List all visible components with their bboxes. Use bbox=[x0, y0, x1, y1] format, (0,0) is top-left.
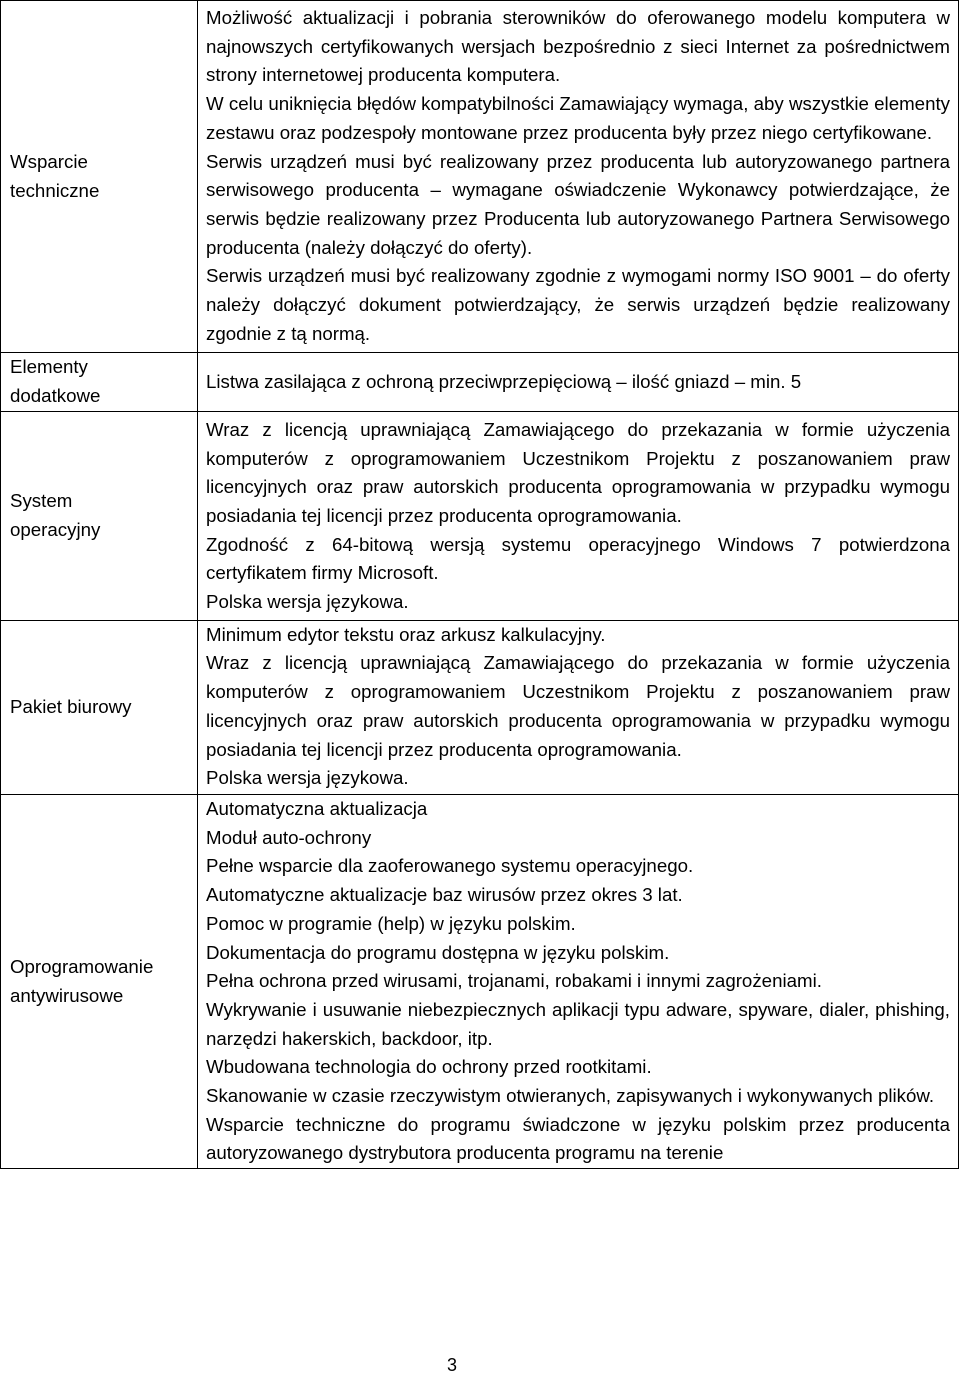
row-label bbox=[1, 794, 198, 1168]
content-paragraph: Wsparcie techniczne do programu świadczone w języku polskim przez producenta autoryzowanego dystrybutora producenta programu na terenie bbox=[206, 1113, 950, 1164]
content-paragraph: Pomoc w programie (help) w języku polskim. bbox=[206, 912, 576, 934]
content-paragraph: Automatyczna aktualizacja bbox=[206, 797, 428, 819]
content-paragraph: Zgodność z 64-bitową wersją systemu operacyjnego Windows 7 potwierdzona certyfikatem firmy Microsoft. bbox=[206, 533, 950, 584]
content-paragraph: Minimum edytor tekstu oraz arkusz kalkulacyjny. bbox=[206, 623, 606, 645]
row-content bbox=[198, 1, 959, 353]
row-label-line: Elementy bbox=[10, 356, 88, 378]
row-label-line: System bbox=[10, 490, 73, 512]
content-paragraph: Dokumentacja do programu dostępna w języku polskim. bbox=[206, 941, 670, 963]
content-paragraph: Polska wersja językowa. bbox=[206, 591, 409, 613]
row-label bbox=[1, 1, 198, 353]
row-label-line: Pakiet biurowy bbox=[10, 696, 132, 718]
spec-row-wsparcie-techniczne bbox=[1, 1, 959, 353]
content-paragraph: Pełna ochrona przed wirusami, trojanami, robakami i innymi zagrożeniami. bbox=[206, 970, 822, 992]
content-paragraph: Serwis urządzeń musi być realizowany zgodnie z wymogami normy ISO 9001 – do oferty należy dołączyć dokument potwierdzający, że serwis urządzeń będzie realizowany zgodnie z tą normą. bbox=[206, 265, 950, 344]
content-paragraph: Skanowanie w czasie rzeczywistym otwieranych, zapisywanych i wykonywanych plików. bbox=[206, 1085, 935, 1107]
spec-row-pakiet-biurowy bbox=[1, 620, 959, 794]
row-label bbox=[1, 411, 198, 620]
content-paragraph: Moduł auto-ochrony bbox=[206, 826, 372, 848]
row-label-line: antywirusowe bbox=[10, 984, 124, 1006]
row-label bbox=[1, 353, 198, 411]
row-content bbox=[198, 353, 959, 411]
row-content bbox=[198, 620, 959, 794]
content-paragraph: Wraz z licencją uprawniającą Zamawiającego do przekazania w formie użyczenia komputerów z oprogramowaniem Uczestnikom Projektu z poszanowaniem praw licencyjnych oraz praw autorskich producenta oprogramowania w przypadku wymogu posiadania tej licencji przez producenta oprogramowania. bbox=[206, 652, 950, 760]
spec-row-oprogramowanie-antywirusowe bbox=[1, 794, 959, 1168]
row-label-line: Oprogramowanie bbox=[10, 955, 154, 977]
content-paragraph: Listwa zasilająca z ochroną przeciwprzepięciową – ilość gniazd – min. 5 bbox=[206, 371, 802, 393]
content-paragraph: W celu uniknięcia błędów kompatybilności Zamawiający wymaga, aby wszystkie elementy zestawu oraz podzespoły montowane przez producenta były przez niego certyfikowane. bbox=[206, 93, 950, 143]
row-label-line: Wsparcie bbox=[10, 151, 88, 173]
content-paragraph: Wbudowana technologia do ochrony przed rootkitami. bbox=[206, 1056, 652, 1078]
content-paragraph: Automatyczne aktualizacje baz wirusów przez okres 3 lat. bbox=[206, 884, 683, 906]
row-label-line: operacyjny bbox=[10, 518, 101, 540]
spec-row-system-operacyjny bbox=[1, 411, 959, 620]
content-paragraph: Polska wersja językowa. bbox=[206, 767, 409, 789]
content-paragraph: Serwis urządzeń musi być realizowany przez producenta lub autoryzowanego partnera serwisowego producenta – wymagane oświadczenie Wykonawcy potwierdzające, że serwis będzie realizowany przez Producenta lub autoryzowanego Partnera Serwisowego producenta (należy dołączyć do oferty). bbox=[206, 150, 950, 258]
page-number: 3 bbox=[446, 1355, 457, 1375]
content-paragraph: Pełne wsparcie dla zaoferowanego systemu operacyjnego. bbox=[206, 855, 694, 877]
row-content bbox=[198, 794, 959, 1168]
spec-row-elementy-dodatkowe bbox=[1, 353, 959, 411]
content-paragraph: Wykrywanie i usuwanie niebezpiecznych aplikacji typu adware, spyware, dialer, phishing, narzędzi hakerskich, backdoor, itp. bbox=[206, 998, 950, 1049]
row-label-line: techniczne bbox=[10, 179, 100, 201]
row-content bbox=[198, 411, 959, 620]
row-label-line: dodatkowe bbox=[10, 385, 101, 407]
row-label bbox=[1, 620, 198, 794]
content-paragraph: Wraz z licencją uprawniającą Zamawiającego do przekazania w formie użyczenia komputerów z oprogramowaniem Uczestnikom Projektu z poszanowaniem praw licencyjnych oraz praw autorskich producenta oprogramowania w przypadku wymogu posiadania tej licencji przez producenta oprogramowania. bbox=[206, 418, 950, 526]
content-paragraph: Możliwość aktualizacji i pobrania sterowników do oferowanego modelu komputera w najnowszych certyfikowanych wersjach bezpośrednio z sieci Internet za pośrednictwem strony internetowej producenta komputera. bbox=[206, 7, 950, 86]
